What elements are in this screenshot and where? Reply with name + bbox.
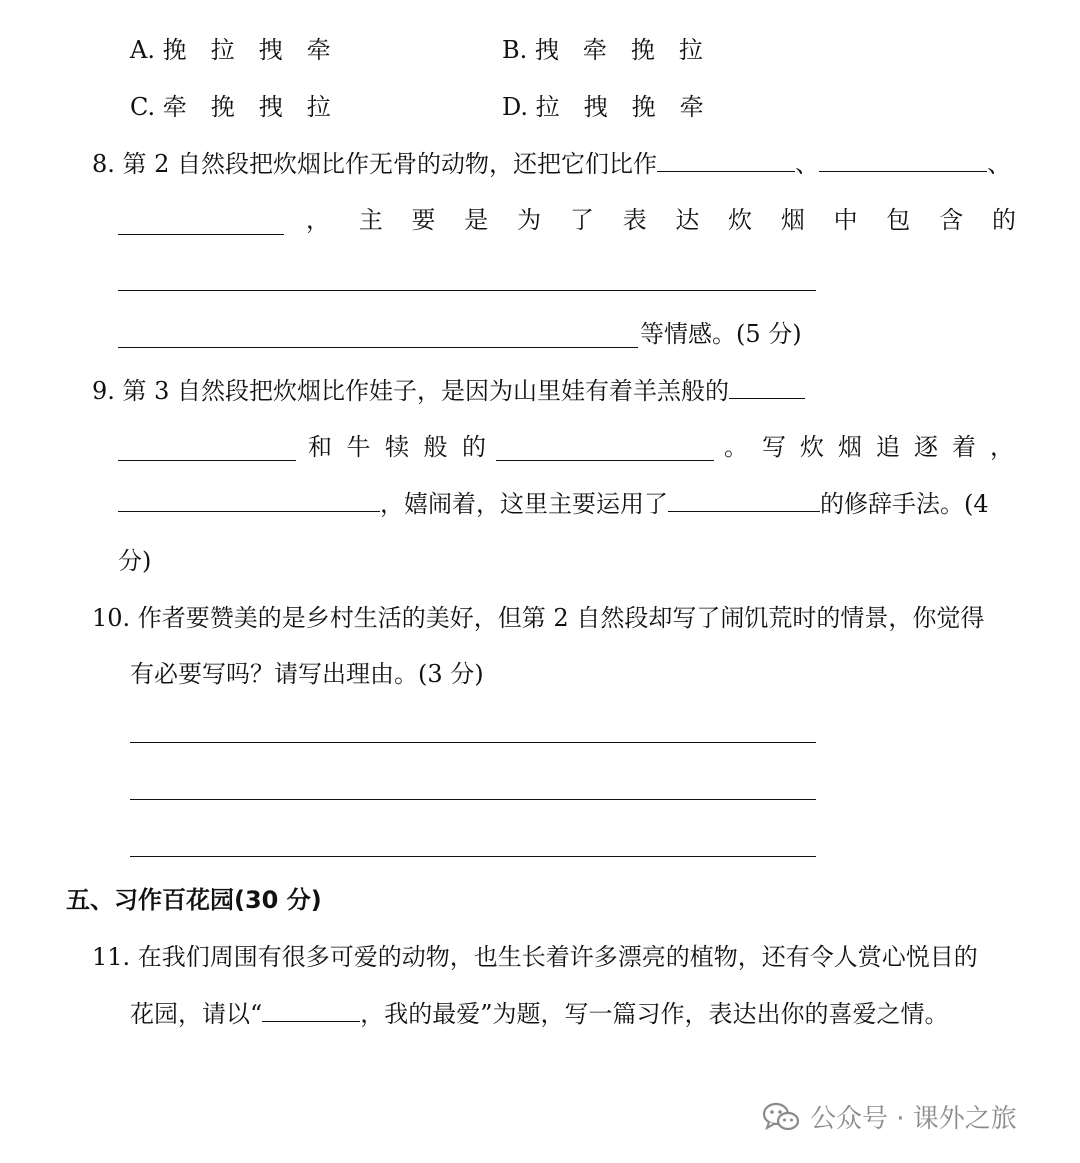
q8-blank-3[interactable] <box>118 234 284 235</box>
q9-char: 犊 <box>385 433 409 461</box>
q9-char: 和 <box>308 433 332 461</box>
q11-line2 <box>130 1002 949 1026</box>
q9-char: 般 <box>423 433 448 461</box>
q8-char: 为 <box>517 206 542 234</box>
q8-char: 烟 <box>780 206 805 234</box>
q9-line3-end: 的修辞手法。(4 <box>820 490 989 518</box>
q10-answer-line-3[interactable] <box>130 856 816 857</box>
q8-char: 中 <box>833 206 858 234</box>
q8-char: 达 <box>675 206 700 234</box>
q9-blank-3[interactable] <box>118 510 380 512</box>
q11-line1: 11. 在我们周围有很多可爱的动物，也生长着许多漂亮的植物，还有令人赏心悦目的 <box>92 943 978 971</box>
q8-separator-1: 、 <box>795 150 820 178</box>
q9-line4: 分) <box>118 547 152 575</box>
q8-line1 <box>92 152 1011 176</box>
q8-char: 主 <box>358 206 383 234</box>
q9-char: ， <box>990 433 1014 461</box>
q9-char: 写 <box>762 433 786 461</box>
q8-char: 炊 <box>728 206 753 234</box>
option-b: B. 拽 牵 挽 拉 <box>502 36 703 64</box>
q8-blank-5[interactable] <box>118 347 638 348</box>
watermark <box>762 1098 1017 1135</box>
q9-text: 9. 第 3 自然段把炊烟比作娃子，是因为山里娃有着羊羔般的 <box>92 377 730 405</box>
q8-char: 了 <box>569 206 594 234</box>
q9-blank-4[interactable] <box>668 510 820 512</box>
q8-blank-4[interactable] <box>118 290 816 291</box>
q8-line2-spread <box>306 208 1016 232</box>
q9-char: 炊 <box>800 433 824 461</box>
q9-blank-1[interactable] <box>729 397 805 399</box>
option-a: A. 挽 拉 拽 牵 <box>130 36 331 64</box>
q8-blank-2[interactable] <box>819 170 987 172</box>
q10-line2: 有必要写吗？请写出理由。(3 分) <box>130 660 484 688</box>
q9-char: 追 <box>876 433 900 461</box>
section-5-title: 五、习作百花园(30 分) <box>66 886 322 914</box>
watermark-text: 公众号 · 课外之旅 <box>810 1104 1017 1134</box>
q8-char: 包 <box>886 206 911 234</box>
option-c: C. 牵 挽 拽 拉 <box>130 93 331 121</box>
q9-char: 。 <box>724 433 748 461</box>
q8-blank-1[interactable] <box>657 170 795 172</box>
q9-line2-end <box>724 435 1014 459</box>
q9-line3-mid: ，嬉闹着，这里主要运用了 <box>380 490 668 518</box>
q10-line1: 10. 作者要赞美的是乡村生活的美好，但第 2 自然段却写了闹饥荒时的情景，你觉得 <box>92 604 985 632</box>
q9-char: 逐 <box>914 433 938 461</box>
q8-line4-end: 等情感。(5 分) <box>640 320 802 348</box>
q9-char: 牛 <box>346 433 371 461</box>
wechat-icon <box>762 1101 800 1133</box>
q10-answer-line-1[interactable] <box>130 742 816 743</box>
q9-line3 <box>118 492 989 516</box>
q8-char: 表 <box>622 206 647 234</box>
q8-separator-2: 、 <box>987 150 1012 178</box>
option-d: D. 拉 拽 挽 牵 <box>502 93 704 121</box>
q8-char: 的 <box>991 206 1016 234</box>
q8-char: 是 <box>464 206 489 234</box>
q8-char: ， <box>306 206 330 234</box>
q8-char: 含 <box>939 206 964 234</box>
q11-title-blank[interactable] <box>262 1020 360 1022</box>
q8-char: 要 <box>411 206 436 234</box>
q9-char: 烟 <box>838 433 862 461</box>
q9-blank-1b[interactable] <box>118 460 296 461</box>
q8-text: 8. 第 2 自然段把炊烟比作无骨的动物，还把它们比作 <box>92 150 658 178</box>
q11-line2-pre: 花园，请以“ <box>130 1000 263 1028</box>
q9-line1 <box>92 379 805 403</box>
q11-line2-post: ，我的最爱”为题，写一篇习作，表达出你的喜爱之情。 <box>360 1000 949 1028</box>
q9-char: 着 <box>952 433 976 461</box>
q9-line2-mid <box>308 435 486 459</box>
q9-char: 的 <box>462 433 486 461</box>
q10-answer-line-2[interactable] <box>130 799 816 800</box>
q9-blank-2[interactable] <box>496 460 714 461</box>
